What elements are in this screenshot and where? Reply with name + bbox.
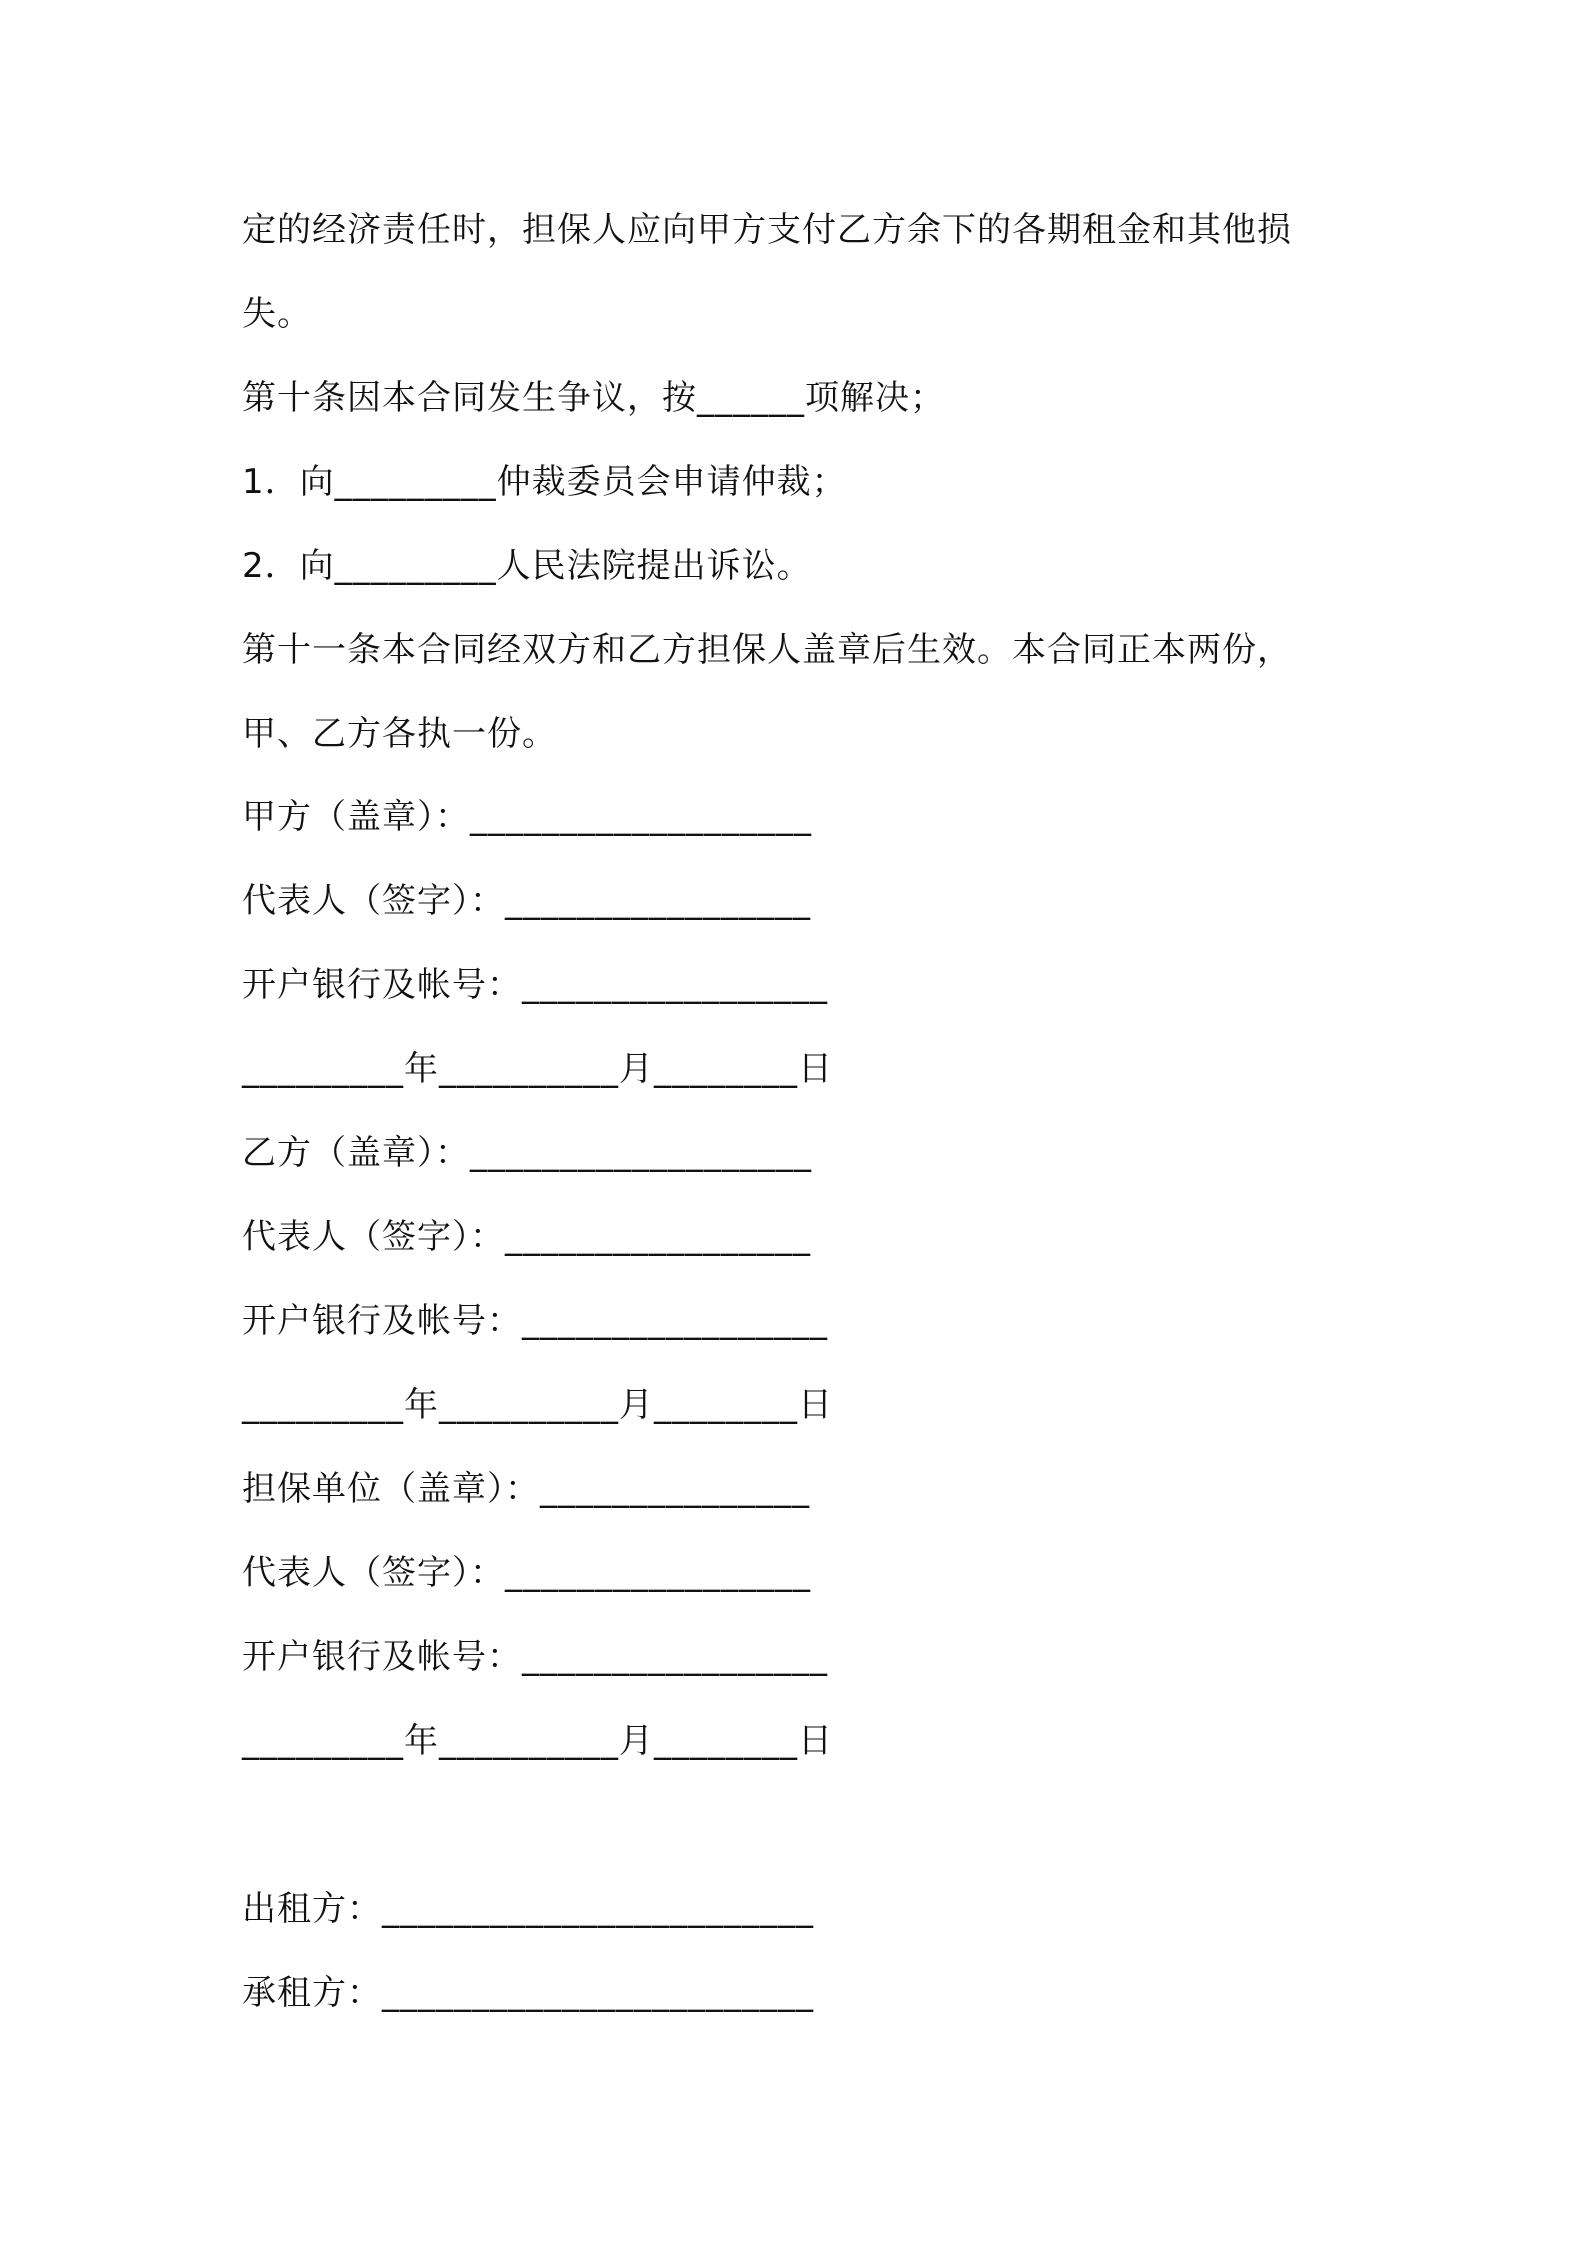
article-ten-heading: 第十条因本合同发生争议，按______项解决； [242, 378, 945, 418]
party-a-seal-field: 甲方（盖章）：___________________ [242, 797, 812, 837]
party-a-bank-account-field: 开户银行及帐号：_________________ [242, 965, 828, 1005]
guarantor-date-field: _________年__________月________日 [242, 1721, 833, 1761]
guarantor-seal-field: 担保单位（盖章）：_______________ [242, 1469, 810, 1509]
article-eleven-line: 第十一条本合同经双方和乙方担保人盖章后生效。本合同正本两份， [242, 630, 1292, 670]
party-b-representative-field: 代表人（签字）：_________________ [242, 1217, 811, 1257]
party-b-seal-field: 乙方（盖章）：___________________ [242, 1133, 812, 1173]
party-a-representative-field: 代表人（签字）：_________________ [242, 881, 811, 921]
lessor-signature-field: 出租方：________________________ [242, 1889, 814, 1929]
article-eleven-line: 甲、乙方各执一份。 [242, 714, 557, 754]
guarantor-bank-account-field: 开户银行及帐号：_________________ [242, 1637, 828, 1677]
party-b-bank-account-field: 开户银行及帐号：_________________ [242, 1301, 828, 1341]
party-a-date-field: _________年__________月________日 [242, 1049, 833, 1089]
paragraph-line: 定的经济责任时，担保人应向甲方支付乙方余下的各期租金和其他损 [242, 210, 1292, 250]
guarantor-representative-field: 代表人（签字）：_________________ [242, 1553, 811, 1593]
article-ten-option-1: 1．向_________仲裁委员会申请仲裁； [242, 462, 847, 502]
party-b-date-field: _________年__________月________日 [242, 1385, 833, 1425]
paragraph-line: 失。 [242, 294, 312, 334]
article-ten-option-2: 2．向_________人民法院提出诉讼。 [242, 546, 812, 586]
lessee-signature-field: 承租方：________________________ [242, 1973, 814, 2013]
